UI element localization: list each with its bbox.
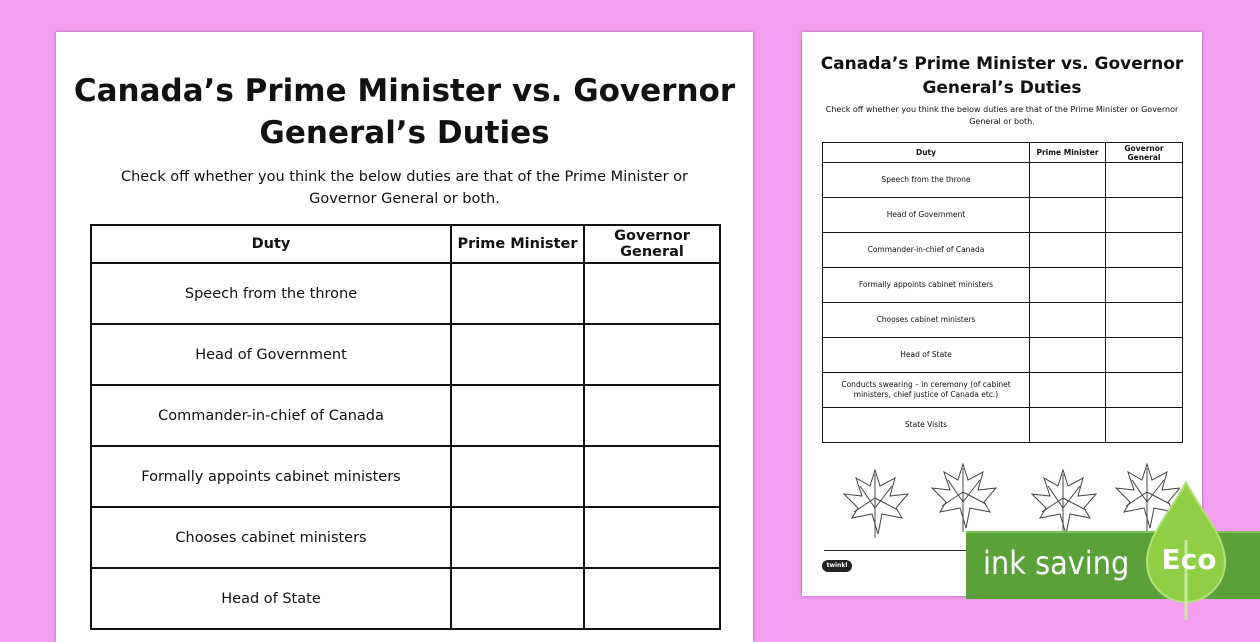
column-header-prime-minister: Prime Minister xyxy=(1030,143,1106,163)
table-row xyxy=(823,373,1183,408)
maple-leaf-icon xyxy=(844,470,908,538)
column-header-prime-minister: Prime Minister xyxy=(451,225,584,263)
column-header-duty: Duty xyxy=(823,143,1030,163)
worksheet-title-line2: General’s Duties xyxy=(259,115,550,151)
table-header-row xyxy=(823,143,1183,163)
table-row xyxy=(823,163,1183,198)
worksheet-instructions-small: Check off whether you think the below duties are that of the Prime Minister or Governor General or both. xyxy=(825,105,1179,126)
duty-cell: Speech from the throne xyxy=(91,263,451,324)
duty-cell: Chooses cabinet ministers xyxy=(823,303,1030,338)
duty-cell: Head of Government xyxy=(823,198,1030,233)
table-row xyxy=(823,303,1183,338)
duty-cell: State Visits xyxy=(823,408,1030,443)
duty-cell: Chooses cabinet ministers xyxy=(91,507,451,568)
duty-cell: Commander-in-chief of Canada xyxy=(91,385,451,446)
table-row xyxy=(823,198,1183,233)
pm-checkbox-cell xyxy=(451,568,584,629)
pm-checkbox-cell xyxy=(451,385,584,446)
twinkl-logo: twinkl xyxy=(822,560,852,572)
pm-checkbox-cell xyxy=(1030,233,1106,268)
gg-checkbox-cell xyxy=(1106,303,1183,338)
gg-checkbox-cell xyxy=(584,324,720,385)
table-row xyxy=(91,324,720,385)
duty-cell: Formally appoints cabinet ministers xyxy=(91,446,451,507)
table-row xyxy=(823,233,1183,268)
duty-cell: Speech from the throne xyxy=(823,163,1030,198)
column-header-duty: Duty xyxy=(91,225,451,263)
table-header-row xyxy=(91,225,720,263)
table-row xyxy=(823,408,1183,443)
duties-table-small xyxy=(822,142,1183,443)
gg-checkbox-cell xyxy=(1106,163,1183,198)
gg-checkbox-cell xyxy=(584,568,720,629)
maple-leaves-decoration xyxy=(830,460,1180,540)
worksheet-preview-large xyxy=(56,32,753,642)
worksheet-preview-small xyxy=(802,32,1202,596)
worksheet-title-line2-small: General’s Duties xyxy=(922,78,1082,98)
table-row xyxy=(91,568,720,629)
pm-checkbox-cell xyxy=(451,446,584,507)
ink-saving-label: ink saving xyxy=(983,544,1130,582)
eco-label: Eco xyxy=(1161,543,1217,576)
duty-cell: Head of State xyxy=(823,338,1030,373)
table-row xyxy=(91,263,720,324)
duty-cell: Head of State xyxy=(91,568,451,629)
duty-cell: Formally appoints cabinet ministers xyxy=(823,268,1030,303)
duties-table xyxy=(90,224,721,630)
gg-checkbox-cell xyxy=(584,263,720,324)
gg-checkbox-cell xyxy=(1106,198,1183,233)
table-row xyxy=(823,268,1183,303)
pm-checkbox-cell xyxy=(1030,408,1106,443)
pm-checkbox-cell xyxy=(1030,268,1106,303)
gg-checkbox-cell xyxy=(584,446,720,507)
pm-checkbox-cell xyxy=(451,324,584,385)
table-row xyxy=(823,338,1183,373)
table-row xyxy=(91,446,720,507)
maple-leaf-icon xyxy=(1032,470,1096,538)
pm-checkbox-cell xyxy=(1030,373,1106,408)
gg-checkbox-cell xyxy=(1106,373,1183,408)
gg-checkbox-cell xyxy=(584,507,720,568)
table-row xyxy=(91,507,720,568)
gg-checkbox-cell xyxy=(1106,408,1183,443)
table-row xyxy=(91,385,720,446)
gg-checkbox-cell xyxy=(1106,338,1183,373)
maple-leaf-icon xyxy=(932,464,996,532)
column-header-governor-general: Governor General xyxy=(1106,143,1183,163)
worksheet-instructions: Check off whether you think the below duties are that of the Prime Minister or Governor General or both. xyxy=(120,169,689,207)
pm-checkbox-cell xyxy=(451,507,584,568)
duty-cell: Commander-in-chief of Canada xyxy=(823,233,1030,268)
duty-cell: Head of Government xyxy=(91,324,451,385)
pm-checkbox-cell xyxy=(1030,163,1106,198)
duty-cell: Conducts swearing – in ceremony (of cabinet ministers, chief justice of Canada etc.) xyxy=(823,373,1030,408)
gg-checkbox-cell xyxy=(1106,233,1183,268)
worksheet-title-line1: Canada’s Prime Minister vs. Governor xyxy=(73,73,736,109)
worksheet-title-line1-small: Canada’s Prime Minister vs. Governor xyxy=(820,54,1184,74)
pm-checkbox-cell xyxy=(451,263,584,324)
gg-checkbox-cell xyxy=(1106,268,1183,303)
column-header-governor-general: Governor General xyxy=(584,225,720,263)
gg-checkbox-cell xyxy=(584,385,720,446)
pm-checkbox-cell xyxy=(1030,338,1106,373)
pm-checkbox-cell xyxy=(1030,303,1106,338)
pm-checkbox-cell xyxy=(1030,198,1106,233)
